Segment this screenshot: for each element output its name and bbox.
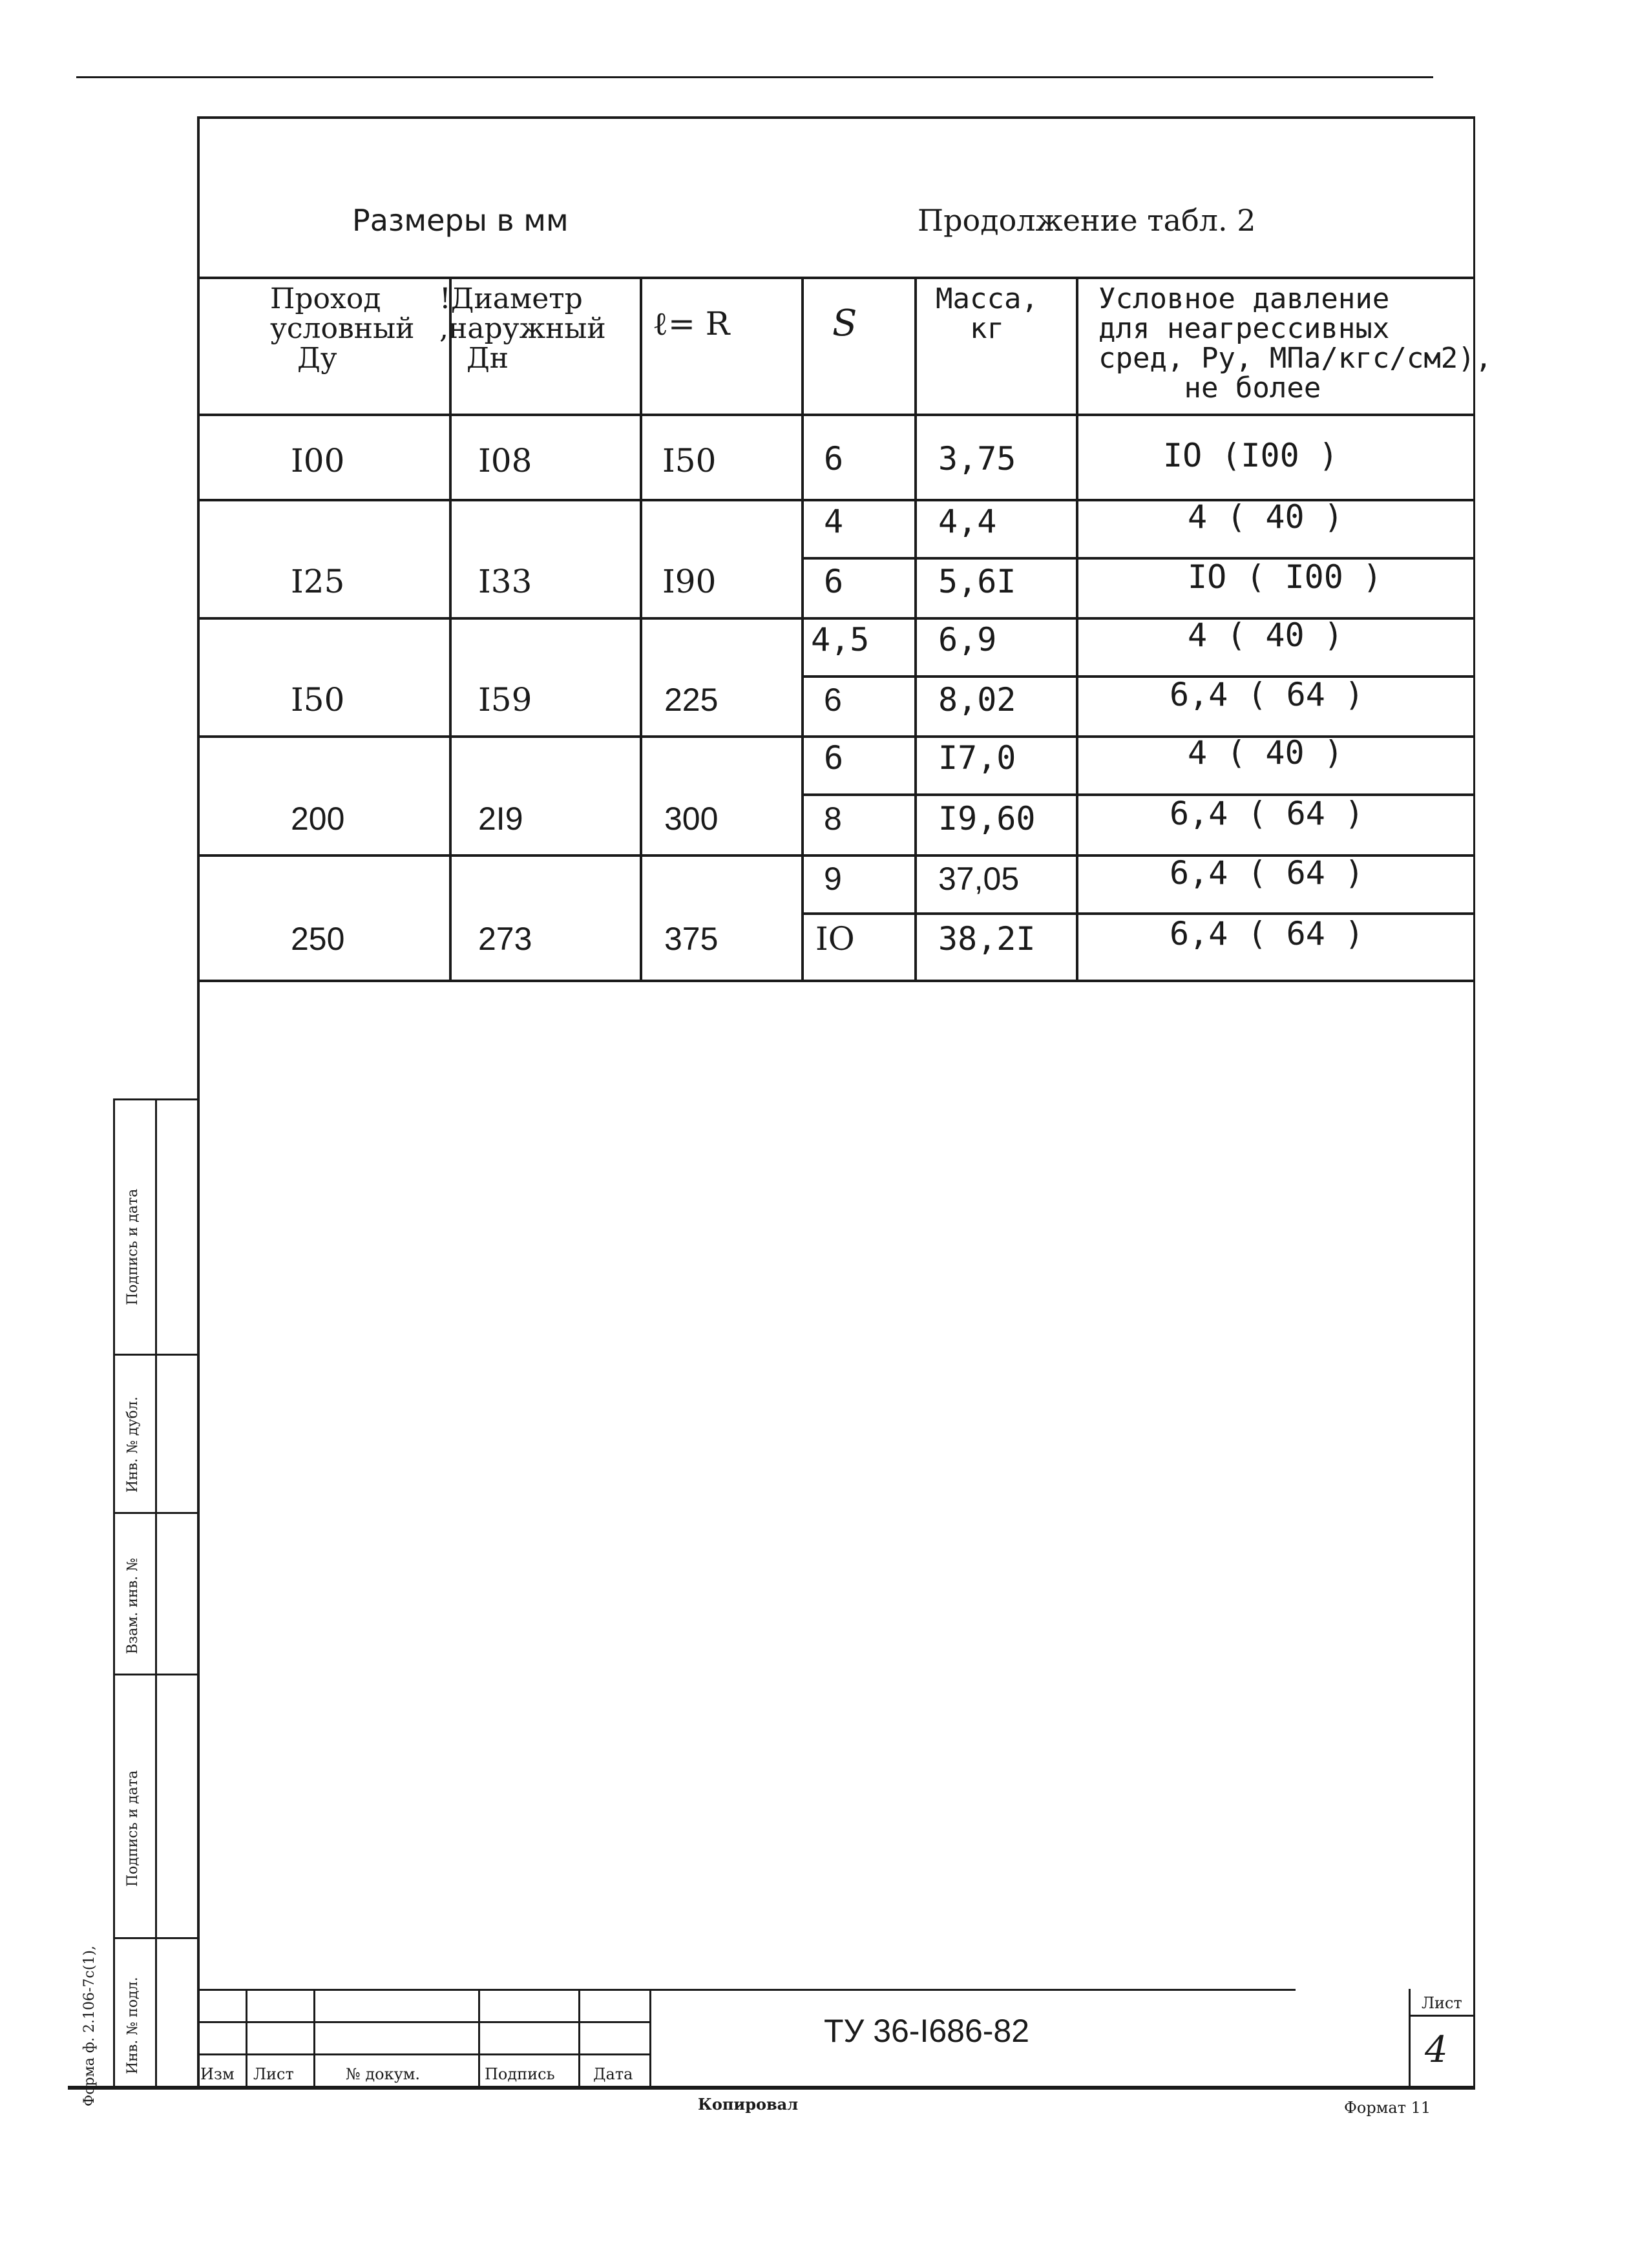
cell-s-3a: 4,5 bbox=[811, 621, 870, 658]
sheet-number: 4 bbox=[1425, 2029, 1448, 2071]
cell-lr-4: 300 bbox=[664, 801, 719, 837]
frame-right bbox=[1473, 116, 1475, 2087]
cell-pressure-4a: 4 ( 40 ) bbox=[1188, 734, 1343, 772]
cell-s-2a: 4 bbox=[824, 503, 844, 540]
cell-lr-3: 225 bbox=[664, 682, 719, 718]
side-label-signature-date-2: Подпись и дата bbox=[125, 1770, 141, 1887]
table-header-bottom bbox=[197, 414, 1473, 416]
cell-du-5: 250 bbox=[291, 921, 345, 957]
cell-s-1a: 6 bbox=[824, 440, 844, 478]
col-line-4 bbox=[914, 277, 917, 980]
cell-pressure-2b: IO ( I00 ) bbox=[1188, 558, 1383, 596]
side-stamp-sep-2 bbox=[113, 1512, 197, 1514]
tb-col-2 bbox=[313, 1989, 315, 2086]
cell-dn-2: I33 bbox=[478, 563, 532, 600]
cell-pressure-5b: 6,4 ( 64 ) bbox=[1170, 915, 1365, 952]
cell-s-5b: IO bbox=[815, 920, 855, 958]
side-stamp-sep-4 bbox=[113, 1937, 197, 1939]
cell-pressure-4b: 6,4 ( 64 ) bbox=[1170, 795, 1365, 832]
title-block-row-1 bbox=[197, 2021, 649, 2023]
cell-du-4: 200 bbox=[291, 801, 345, 837]
tb-col-1 bbox=[246, 1989, 247, 2086]
tb-sheet-box-sep bbox=[1409, 2015, 1473, 2017]
cell-mass-5b: 38,2I bbox=[938, 920, 1036, 958]
side-stamp-sep-1 bbox=[113, 1354, 197, 1356]
title-block-row-2 bbox=[197, 2053, 649, 2055]
tb-col-label-docno: № докум. bbox=[346, 2065, 420, 2083]
side-label-orig-inv: Инв. № подл. bbox=[125, 1977, 141, 2074]
tb-col-3 bbox=[478, 1989, 480, 2086]
cell-pressure-2a: 4 ( 40 ) bbox=[1188, 498, 1343, 536]
table-top bbox=[197, 277, 1473, 279]
cell-lr-2: I90 bbox=[662, 563, 717, 600]
table-continuation: Продолжение табл. 2 bbox=[918, 203, 1256, 238]
page-top-rule bbox=[76, 76, 1433, 78]
cell-du-3: I50 bbox=[291, 681, 345, 719]
cell-lr-1: I50 bbox=[662, 442, 717, 479]
side-label-dup-inv: Инв. № дубл. bbox=[125, 1396, 141, 1493]
cell-du-1: I00 bbox=[291, 442, 345, 479]
cell-s-5a: 9 bbox=[824, 861, 842, 897]
cell-mass-3a: 6,9 bbox=[938, 621, 997, 658]
col-header-dn: !Диаметр ,наружный Дн bbox=[439, 282, 606, 375]
cell-dn-3: I59 bbox=[478, 681, 532, 719]
cell-mass-2a: 4,4 bbox=[938, 503, 997, 540]
footer-format: Формат 11 bbox=[1344, 2099, 1431, 2117]
tb-col-label-sheet: Лист bbox=[253, 2065, 294, 2083]
frame-top bbox=[197, 116, 1475, 119]
cell-s-3b: 6 bbox=[824, 682, 842, 718]
cell-dn-5: 273 bbox=[478, 921, 532, 957]
col-line-3 bbox=[801, 277, 804, 980]
col-header-lr: ℓ= R bbox=[653, 305, 730, 342]
tb-col-5 bbox=[649, 1989, 651, 2086]
cell-pressure-5a: 6,4 ( 64 ) bbox=[1170, 854, 1365, 892]
cell-du-2: I25 bbox=[291, 563, 345, 600]
table-bottom bbox=[197, 980, 1473, 982]
cell-pressure-3a: 4 ( 40 ) bbox=[1188, 616, 1343, 654]
cell-s-2b: 6 bbox=[824, 563, 844, 600]
col-header-du: Проход условный Ду bbox=[270, 282, 415, 375]
cell-dn-1: I08 bbox=[478, 442, 532, 479]
subrow-sep-4 bbox=[801, 912, 1473, 915]
cell-mass-3b: 8,02 bbox=[938, 681, 1016, 719]
side-label-replace-inv: Взам. инв. № bbox=[125, 1558, 141, 1654]
cell-s-4a: 6 bbox=[824, 739, 844, 777]
frame-left bbox=[197, 116, 200, 2087]
col-line-2 bbox=[640, 277, 642, 980]
side-stamp-sep-3 bbox=[113, 1674, 197, 1675]
sheet-label: Лист bbox=[1422, 1994, 1462, 2012]
col-header-s: S bbox=[832, 302, 857, 344]
cell-mass-4b: I9,60 bbox=[938, 800, 1036, 837]
cell-s-4b: 8 bbox=[824, 801, 842, 837]
subrow-sep-3 bbox=[801, 793, 1473, 796]
col-header-pressure: Условное давление для неагрессивных сред, Ру, МПа/кгс/см2), не более bbox=[1098, 282, 1493, 404]
cell-mass-4a: I7,0 bbox=[938, 739, 1016, 777]
tb-col-label-change: Изм bbox=[200, 2065, 235, 2083]
side-label-signature-date-1: Подпись и дата bbox=[125, 1188, 141, 1305]
col-line-1 bbox=[449, 277, 452, 980]
cell-dn-4: 2I9 bbox=[478, 801, 523, 837]
subrow-sep-2 bbox=[801, 675, 1473, 678]
title-block-top bbox=[197, 1989, 1296, 1991]
units-note: Размеры в мм bbox=[352, 203, 569, 238]
cell-lr-5: 375 bbox=[664, 921, 719, 957]
frame-bottom bbox=[68, 2086, 1475, 2090]
cell-pressure-3b: 6,4 ( 64 ) bbox=[1170, 676, 1365, 713]
col-line-5 bbox=[1076, 277, 1078, 980]
cell-mass-5a: 37,05 bbox=[938, 861, 1020, 897]
cell-mass-1a: 3,75 bbox=[938, 440, 1016, 478]
cell-mass-2b: 5,6I bbox=[938, 563, 1016, 600]
tb-col-label-date: Дата bbox=[593, 2065, 633, 2083]
tb-col-label-signature: Подпись bbox=[485, 2065, 555, 2083]
document-code: ТУ 36-I686-82 bbox=[824, 2013, 1030, 2049]
cell-pressure-1a: IO (I00 ) bbox=[1163, 437, 1338, 474]
footer-copied: Копировал bbox=[698, 2095, 799, 2114]
side-stamp-top bbox=[113, 1098, 197, 1100]
col-header-mass: Масса, кг bbox=[936, 282, 1038, 345]
tb-sheet-box-left bbox=[1409, 1989, 1411, 2086]
form-note: Форма ф. 2.106-7с(1), bbox=[81, 1946, 98, 2106]
tb-col-4 bbox=[578, 1989, 580, 2086]
